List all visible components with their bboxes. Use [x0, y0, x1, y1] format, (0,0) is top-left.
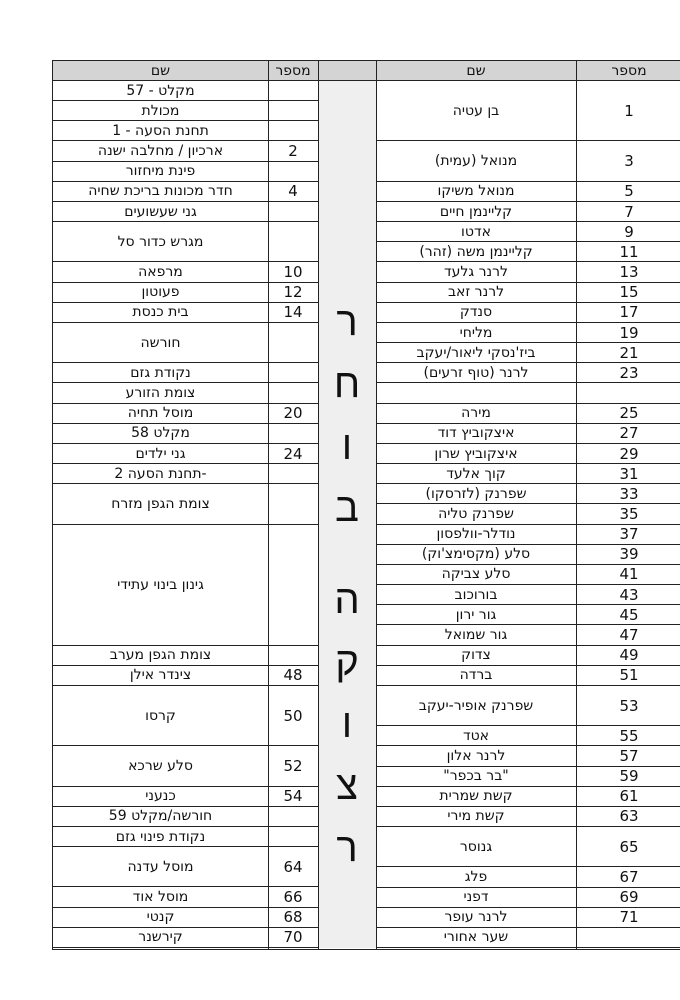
right-row-number: 1 [576, 81, 680, 141]
left-row-name: כנעני [53, 787, 268, 807]
right-row-number: 15 [576, 283, 680, 303]
left-row-name: מגרש כדור סל [53, 222, 268, 262]
left-row-name: פינת מיחזור [53, 162, 268, 182]
right-row-number: 27 [576, 424, 680, 444]
left-row-number [268, 101, 318, 121]
left-row-name: סלע שרכא [53, 746, 268, 786]
left-row-number [268, 807, 318, 827]
right-row-number: 19 [576, 323, 680, 343]
right-row-name: "בר בכפר" [376, 767, 576, 787]
middle-header [318, 61, 376, 81]
street-name-letter: ק [335, 639, 359, 685]
right-row-number: 57 [576, 746, 680, 766]
left-row-number [268, 202, 318, 222]
right-row-name: צדוק [376, 646, 576, 666]
address-table [52, 60, 680, 950]
left-row-name: בית כנסת [53, 303, 268, 323]
left-row-name: קנטי [53, 908, 268, 928]
right-row-number: 11 [576, 242, 680, 262]
right-row-name: שפרנק אופיר-יעקב [376, 686, 576, 726]
right-row-number: 69 [576, 888, 680, 908]
right-row-number: 63 [576, 807, 680, 827]
right-number-header: מספר [576, 61, 680, 81]
right-row-number: 17 [576, 303, 680, 323]
right-row-name [376, 383, 576, 403]
left-row-number: 50 [268, 686, 318, 746]
left-name-header: שם [53, 61, 268, 81]
left-row-name: ארכיון / מחלבה ישנה [53, 141, 268, 161]
right-row-number: 65 [576, 827, 680, 867]
right-row-number: 31 [576, 464, 680, 484]
left-row-number: 66 [268, 888, 318, 908]
left-row-name: מקלט - 57 [53, 81, 268, 101]
left-row-number [268, 222, 318, 262]
left-row-name: חדר מכונות בריכת שחיה [53, 182, 268, 202]
left-row-name: גני שעשועים [53, 202, 268, 222]
left-row-name: גני ילדים [53, 444, 268, 464]
left-row-name: צומת הגפן מערב [53, 646, 268, 666]
left-row-number [268, 484, 318, 524]
right-row-number: 71 [576, 908, 680, 928]
right-row-name: לרנר (טוף זרעים) [376, 363, 576, 383]
left-row-number [268, 464, 318, 484]
right-row-name: קליינמן משה (זהר) [376, 242, 576, 262]
street-name-letter [341, 539, 354, 569]
street-name-letter: ר [336, 299, 358, 345]
street-name-letter: ר [336, 825, 358, 871]
right-row-number: 41 [576, 565, 680, 585]
left-row-number: 64 [268, 847, 318, 887]
left-row-name: נקודת פינוי גזם [53, 827, 268, 847]
left-row-name: תחנת הסעה 2- [53, 464, 268, 484]
right-row-number: 3 [576, 141, 680, 181]
street-name-letter: ו [341, 423, 353, 469]
left-row-number: 48 [268, 666, 318, 686]
left-row-number: 4 [268, 182, 318, 202]
street-name-letter: ו [341, 701, 353, 747]
left-row-number [268, 323, 318, 363]
left-row-number: 2 [268, 141, 318, 161]
right-row-name: קליינמן חיים [376, 202, 576, 222]
right-row-name: סלע צביקה [376, 565, 576, 585]
right-row-number: 49 [576, 646, 680, 666]
right-row-name: בורוכוב [376, 585, 576, 605]
right-row-number: 43 [576, 585, 680, 605]
left-row-name: מוסל עדנה [53, 847, 268, 887]
left-row-number [268, 525, 318, 646]
right-row-number: 21 [576, 343, 680, 363]
right-row-number: 35 [576, 504, 680, 524]
right-row-number: 29 [576, 444, 680, 464]
right-row-name: גור שמואל [376, 625, 576, 645]
right-row-name: קשת שמרית [376, 787, 576, 807]
left-row-number [268, 162, 318, 182]
street-name-column [318, 81, 376, 948]
left-row-number [268, 81, 318, 101]
street-name-letter: ה [334, 577, 360, 623]
left-row-number [268, 383, 318, 403]
right-row-number: 47 [576, 625, 680, 645]
right-row-name: נודלר-וולפסון [376, 525, 576, 545]
right-row-name: שער אחורי [376, 928, 576, 948]
left-row-name: נקודת גזם [53, 363, 268, 383]
right-row-name: איצקוביץ דוד [376, 424, 576, 444]
right-row-name: שפרנק (לזרסקו) [376, 484, 576, 504]
right-row-name: סלע (מקסימצ'וק) [376, 545, 576, 565]
left-row-name: צומת הזורע [53, 383, 268, 403]
right-row-name: שפרנק טליה [376, 504, 576, 524]
right-row-name: מנואל משיקו [376, 182, 576, 202]
street-name-letter: ח [333, 361, 361, 407]
right-row-name: גור ירון [376, 605, 576, 625]
street-name-letter: ב [335, 485, 359, 531]
right-row-number: 53 [576, 686, 680, 726]
left-row-number [268, 121, 318, 141]
right-row-name: מליחי [376, 323, 576, 343]
right-row-name: קוך אלעד [376, 464, 576, 484]
left-row-name: מוסל תחיה [53, 404, 268, 424]
left-row-number [268, 363, 318, 383]
right-name-header: שם [376, 61, 576, 81]
right-row-number: 25 [576, 404, 680, 424]
right-row-name: מירה [376, 404, 576, 424]
left-row-number: 70 [268, 928, 318, 948]
left-row-number: 10 [268, 262, 318, 282]
right-row-number: 67 [576, 867, 680, 887]
right-row-name: איצקוביץ שרון [376, 444, 576, 464]
right-row-number: 37 [576, 525, 680, 545]
left-row-name: מוסל אוד [53, 888, 268, 908]
right-row-name: גנוסר [376, 827, 576, 867]
street-name-letter: צ [336, 763, 358, 809]
right-row-number: 7 [576, 202, 680, 222]
left-row-name: צינדר אילן [53, 666, 268, 686]
left-row-name: קרסו [53, 686, 268, 746]
right-row-number [576, 928, 680, 948]
right-row-number: 33 [576, 484, 680, 504]
street-name-vertical [318, 291, 376, 879]
left-row-name: פעוטון [53, 283, 268, 303]
right-row-name: לרנר אלון [376, 746, 576, 766]
left-row-name: קירשנר [53, 928, 268, 948]
right-row-name: אטד [376, 726, 576, 746]
left-row-name: מרפאה [53, 262, 268, 282]
left-row-number: 24 [268, 444, 318, 464]
left-row-number: 54 [268, 787, 318, 807]
right-row-name: ברדה [376, 666, 576, 686]
right-row-number: 61 [576, 787, 680, 807]
left-row-number: 20 [268, 404, 318, 424]
left-row-number [268, 424, 318, 444]
right-row-name: פלג [376, 867, 576, 887]
right-row-name: סנדק [376, 303, 576, 323]
right-row-number [576, 383, 680, 403]
left-row-name: מכולת [53, 101, 268, 121]
left-number-header: מספר [268, 61, 318, 81]
left-row-name: חורשה [53, 323, 268, 363]
left-row-number [268, 827, 318, 847]
left-row-name: מקלט 58 [53, 424, 268, 444]
left-row-name: תחנת הסעה - 1 [53, 121, 268, 141]
left-row-number [268, 646, 318, 666]
right-row-number: 45 [576, 605, 680, 625]
right-row-number: 23 [576, 363, 680, 383]
right-row-name: מנואל (עמית) [376, 141, 576, 181]
right-row-number: 39 [576, 545, 680, 565]
right-row-number: 59 [576, 767, 680, 787]
right-row-number: 5 [576, 182, 680, 202]
right-row-number: 13 [576, 262, 680, 282]
right-row-name: ביז'נסקי ליאור/יעקב [376, 343, 576, 363]
right-row-name: בן עטיה [376, 81, 576, 141]
right-row-name: דפני [376, 888, 576, 908]
right-row-number: 9 [576, 222, 680, 242]
right-row-name: לרנר זאב [376, 283, 576, 303]
left-row-number: 12 [268, 283, 318, 303]
left-row-name: חורשה/מקלט 59 [53, 807, 268, 827]
left-row-number: 14 [268, 303, 318, 323]
right-row-number: 51 [576, 666, 680, 686]
left-row-number: 68 [268, 908, 318, 928]
right-row-number: 55 [576, 726, 680, 746]
left-row-name: גינון בינוי עתידי [53, 525, 268, 646]
left-row-number: 52 [268, 746, 318, 786]
right-row-name: קשת מירי [376, 807, 576, 827]
right-row-name: אדטו [376, 222, 576, 242]
left-row-name: צומת הגפן מזרח [53, 484, 268, 524]
right-row-name: לרנר עופר [376, 908, 576, 928]
right-row-name: לרנר גלעד [376, 262, 576, 282]
